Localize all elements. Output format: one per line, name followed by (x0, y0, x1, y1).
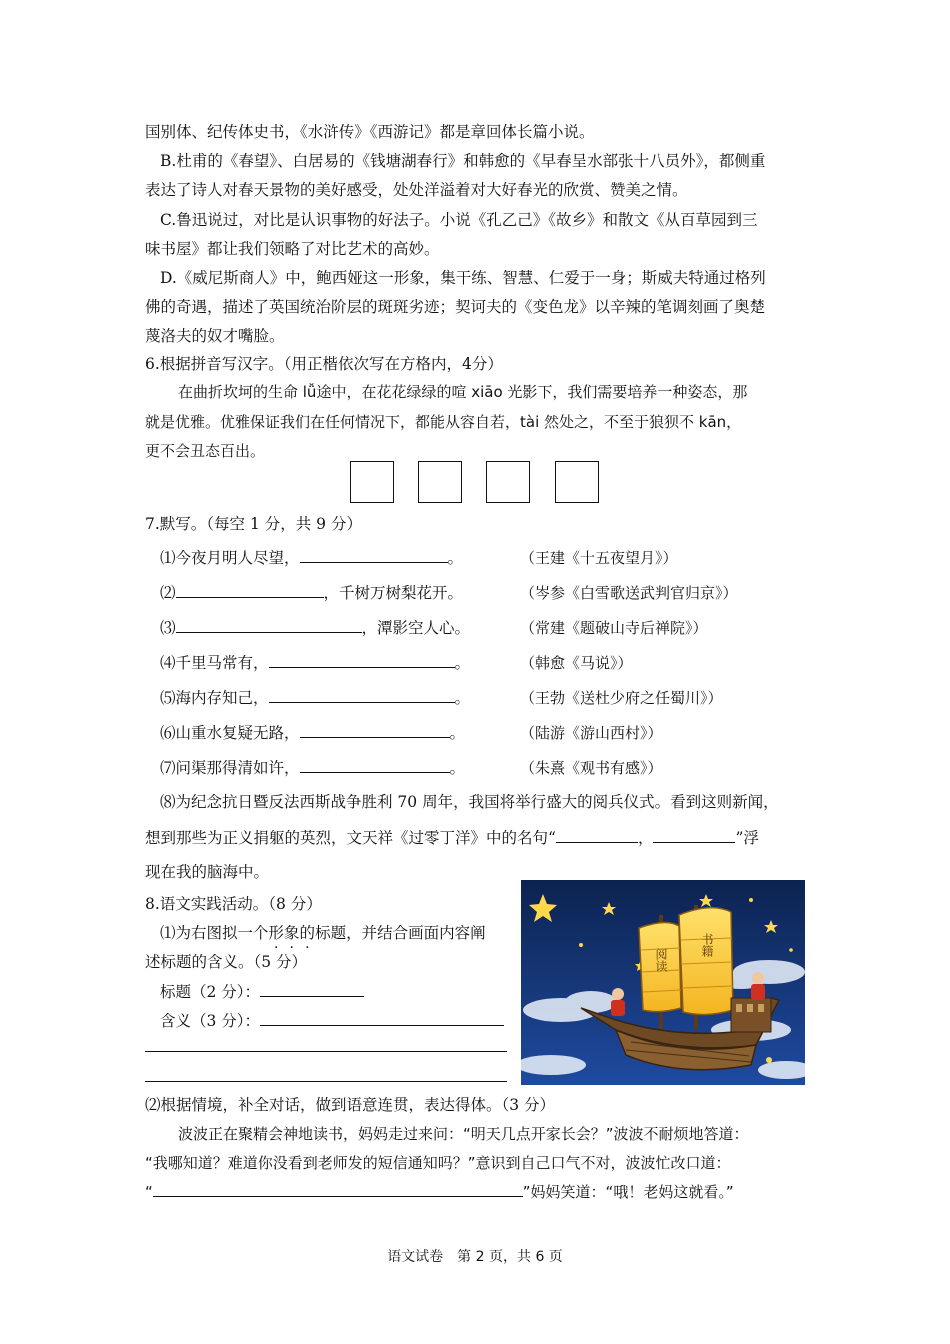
fill-blank[interactable] (653, 828, 735, 843)
q7-item-6-source: （陆游《游山西村》） (520, 724, 663, 742)
q7-item-5: ⑸海内存知己， 。 (160, 689, 471, 707)
answer-box-1[interactable] (350, 461, 394, 503)
answer-box-3[interactable] (486, 461, 530, 503)
answer-box-2[interactable] (418, 461, 462, 503)
q7-item-1-source: （王建《十五夜望月》） (520, 549, 678, 567)
sail-right-text: 书籍 (700, 933, 714, 957)
q7-item-2-source: （岑参《白雪歌送武判官归京》） (520, 584, 738, 602)
q5-option-d-line1: D.《威尼斯商人》中，鲍西娅这一形象，集干练、智慧、仁爱于一身；斯威夫特通过格列 (160, 269, 766, 287)
meaning-answer-blank[interactable] (260, 1011, 504, 1026)
q7-item-2: ⑵ ，千树万树梨花开。 (160, 584, 464, 602)
q7-item-3: ⑶ ，潭影空人心。 (160, 619, 471, 637)
q7-item-6: ⑹山重水复疑无路， 。 (160, 724, 466, 742)
q7-item-4: ⑷千里马常有， 。 (160, 654, 471, 672)
q8-title-label: 标题（2 分）： (160, 982, 364, 1002)
q7-title: 7.默写。（每空 1 分，共 9 分） (145, 515, 362, 533)
q8-sub1-line2: 述标题的含义。（5 分） (145, 953, 308, 971)
q8-sub2-line2: “我哪知道？难道你没看到老师发的短信通知吗？”意识到自己口气不对，波波忙改口道： (145, 1154, 731, 1172)
fill-blank[interactable] (176, 618, 362, 633)
q5-option-c-line1: C.鲁迅说过，对比是认识事物的好法子。小说《孔乙己》《故乡》和散文《从百草园到三 (160, 211, 758, 229)
q8-sub1-line1: ⑴为右图拟一个形象的标题，并结合画面内容阐 (160, 924, 486, 942)
title-answer-blank[interactable] (260, 982, 364, 997)
q5-a-tail: 国别体、纪传体史书，《水浒传》《西游记》都是章回体长篇小说。 (145, 123, 595, 141)
dialogue-answer-blank[interactable] (153, 1182, 523, 1197)
reading-ship-illustration (521, 880, 805, 1085)
sail-left-text: 阅读 (654, 948, 668, 972)
q5-option-d-line2: 佛的奇遇，描述了英国统治阶层的斑斑劣迹；契诃夫的《变色龙》以辛辣的笔调刻画了奥楚 (145, 298, 766, 316)
fill-blank[interactable] (300, 758, 450, 773)
q7-item-3-source: （常建《题破山寺后禅院》） (520, 619, 708, 637)
q5-option-b-line2: 表达了诗人对春天景物的美好感受，处处洋溢着对大好春光的欣赏、赞美之情。 (145, 181, 688, 199)
q7-item-8-line2: 想到那些为正义捐躯的英烈，文天祥《过零丁洋》中的名句“ ， ”浮 (145, 829, 759, 847)
q7-item-1: ⑴今夜月明人尽望， 。 (160, 549, 464, 567)
q7-item-8-line1: ⑻为纪念抗日暨反法西斯战争胜利 70 周年，我国将举行盛大的阅兵仪式。看到这则新闻， (160, 793, 779, 811)
q5-option-d-line3: 蔑洛夫的奴才嘴脸。 (145, 327, 285, 345)
q6-passage-line1: 在曲折坎坷的生命 lǚ途中，在花花绿绿的喧 xiāo 光影下，我们需要培养一种姿态，那 (178, 383, 748, 401)
q6-title: 6.根据拼音写汉字。（用正楷依次写在方格内，4分） (145, 355, 503, 373)
fill-blank[interactable] (176, 583, 324, 598)
fill-blank[interactable] (300, 723, 450, 738)
q6-passage-line2: 就是优雅。优雅保证我们在任何情况下，都能从容自若，tài 然处之，不至于狼狈不 kān， (145, 413, 742, 431)
fill-blank[interactable] (269, 653, 455, 668)
fill-blank[interactable] (300, 548, 448, 563)
fill-blank[interactable] (269, 688, 455, 703)
q8-sub2-title: ⑵根据情境，补全对话，做到语意连贯，表达得体。（3 分） (145, 1096, 556, 1114)
q7-item-8-line3: 现在我的脑海中。 (145, 863, 270, 881)
q7-item-4-source: （韩愈《马说》） (520, 654, 633, 672)
meaning-answer-line[interactable] (145, 1081, 507, 1082)
q8-title: 8.语文实践活动。（8 分） (145, 895, 322, 913)
page-footer: 语文试卷 第 2 页，共 6 页 (387, 1249, 563, 1265)
q8-sub2-line3: “ ”妈妈笑道：“哦！老妈这就看。” (145, 1183, 734, 1201)
q7-item-7-source: （朱熹《观书有感》） (520, 759, 663, 777)
meaning-answer-line[interactable] (145, 1051, 507, 1052)
q7-item-7: ⑺问渠那得清如许， 。 (160, 759, 466, 777)
fill-blank[interactable] (556, 828, 638, 843)
answer-box-4[interactable] (555, 461, 599, 503)
q8-meaning-label: 含义（3 分）： (160, 1011, 504, 1031)
q7-item-5-source: （王勃《送杜少府之任蜀川》） (520, 689, 723, 707)
q8-sub2-line1: 波波正在聚精会神地读书，妈妈走过来问：“明天几点开家长会？”波波不耐烦地答道： (178, 1125, 749, 1143)
q5-option-b-line1: B.杜甫的《春望》、白居易的《钱塘湖春行》和韩愈的《早春呈水部张十八员外》，都侧重 (160, 152, 766, 170)
q5-option-c-line2: 味书屋》都让我们领略了对比艺术的高妙。 (145, 240, 440, 258)
q6-passage-line3: 更不会丑态百出。 (145, 442, 266, 460)
